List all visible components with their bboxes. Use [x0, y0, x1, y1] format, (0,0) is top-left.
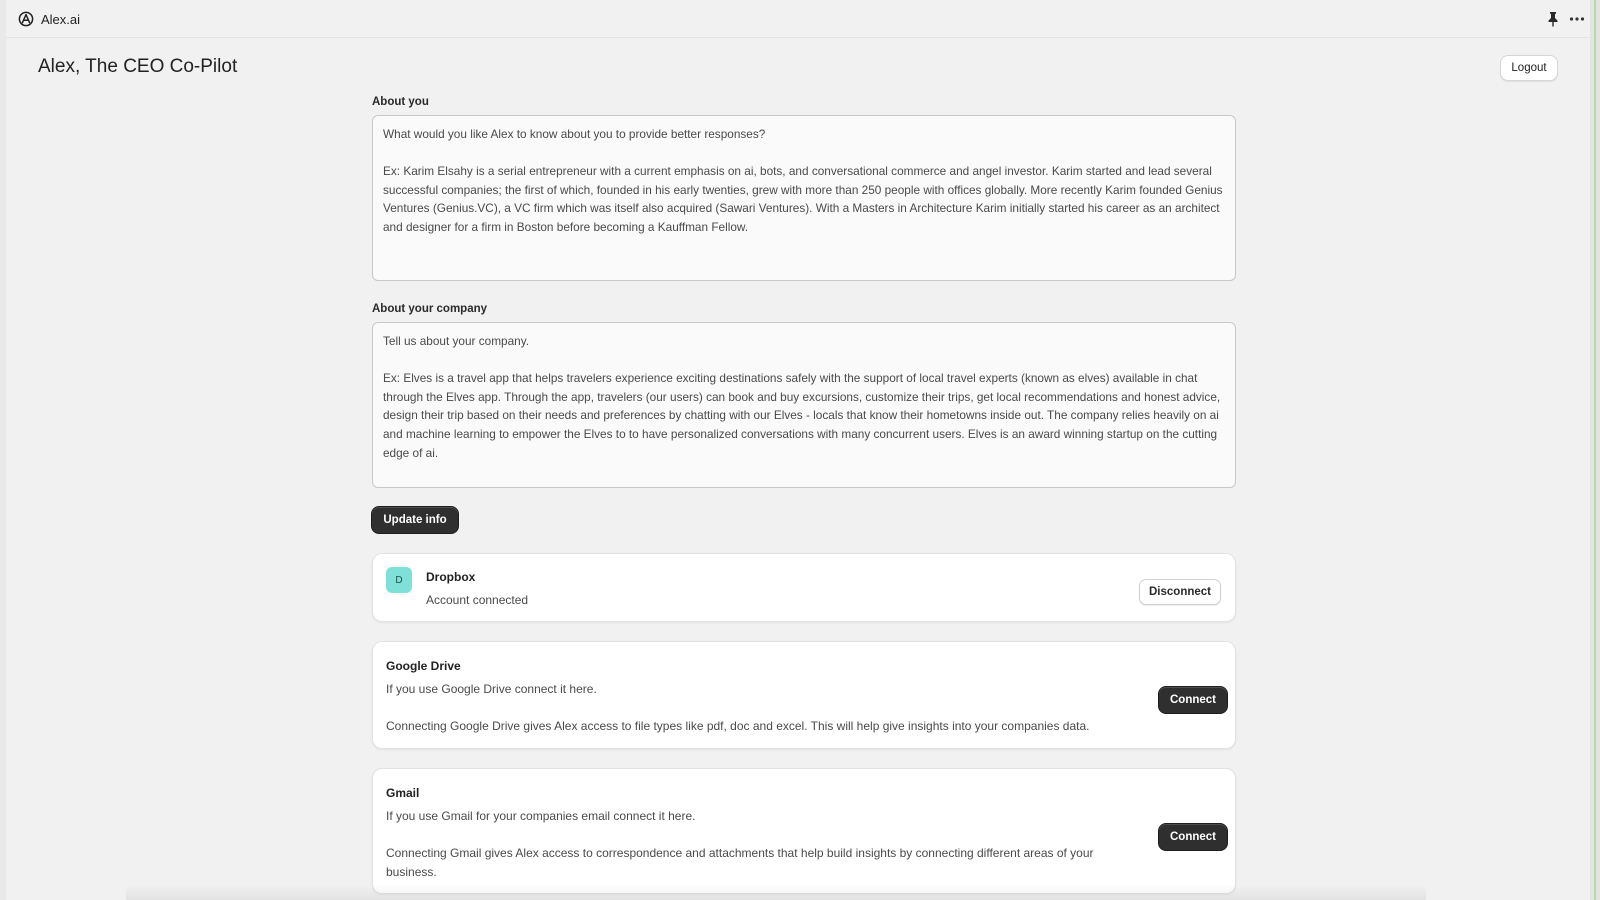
- about-company-textarea[interactable]: Tell us about your company. Ex: Elves is a travel app that helps travelers experience exciting destinations safely with the support of local travel experts (known as elves) available in chat through the Elves app. Through the app, travelers (our users) can book and buy excursions, customize their trips, get local recommendations and honest advice, design their trip based on their needs and preferences by chatting with our Elves - locals that know their hometowns inside out. The company relies heavily on ai and machine learning to empower the Elves to to have personalized conversations with many concurrent users. Elves is an award winning startup on the cutting edge of ai.: [372, 322, 1236, 488]
- window-edge: [1590, 0, 1600, 900]
- gmail-subtitle: If you use Gmail for your companies email connect it here.: [386, 809, 696, 823]
- dropbox-avatar: D: [386, 567, 412, 593]
- about-you-label: About you: [372, 96, 429, 108]
- page-title: Alex, The CEO Co-Pilot: [38, 56, 238, 77]
- disconnect-button[interactable]: Disconnect: [1139, 579, 1221, 605]
- gmail-title: Gmail: [386, 786, 420, 800]
- about-you-textarea[interactable]: What would you like Alex to know about you to provide better responses? Ex: Karim Elsahy is a serial entrepreneur with a current emphasis on ai, bots, and conversational commerce and angel investor. Karim started and lead several successful companies; the first of which, founded in his early twenties, grew with more than 250 people with offices globally. More recently Karim founded Genius Ventures (Genius.VC), a VC firm which was itself also acquired (Sawari Ventures). With a Masters in Architecture Karim initially started his career as an architect and designer for a firm in Boston before becoming a Kauffman Fellow.: [372, 115, 1236, 281]
- window-edge-accent: [1594, 0, 1596, 900]
- dropbox-title: Dropbox: [426, 570, 476, 584]
- google-drive-description: Connecting Google Drive gives Alex access to file types like pdf, doc and excel. This will help give insights into your companies data.: [386, 719, 1090, 733]
- dropbox-status: Account connected: [426, 593, 529, 607]
- pin-icon[interactable]: [1546, 11, 1560, 27]
- about-company-label: About your company: [372, 303, 488, 315]
- google-drive-title: Google Drive: [386, 659, 461, 673]
- dropbox-card: [372, 553, 1236, 622]
- alex-logo-icon: [18, 11, 34, 27]
- app-window: [6, 0, 1590, 900]
- google-drive-connect-button[interactable]: Connect: [1159, 687, 1227, 713]
- update-info-button[interactable]: Update info: [372, 507, 458, 533]
- top-bar: [6, 0, 1590, 38]
- logout-button[interactable]: Logout: [1500, 55, 1558, 81]
- bottom-shadow: [126, 884, 1426, 900]
- gmail-description: Connecting Gmail gives Alex access to correspondence and attachments that help build insights by connecting different areas of your business.: [386, 846, 1094, 879]
- gmail-connect-button[interactable]: Connect: [1159, 824, 1227, 850]
- google-drive-subtitle: If you use Google Drive connect it here.: [386, 682, 597, 696]
- gmail-card: [372, 768, 1236, 894]
- app-name: Alex.ai: [41, 12, 81, 27]
- google-drive-card: [372, 641, 1236, 749]
- more-horizontal-icon[interactable]: [1569, 12, 1585, 26]
